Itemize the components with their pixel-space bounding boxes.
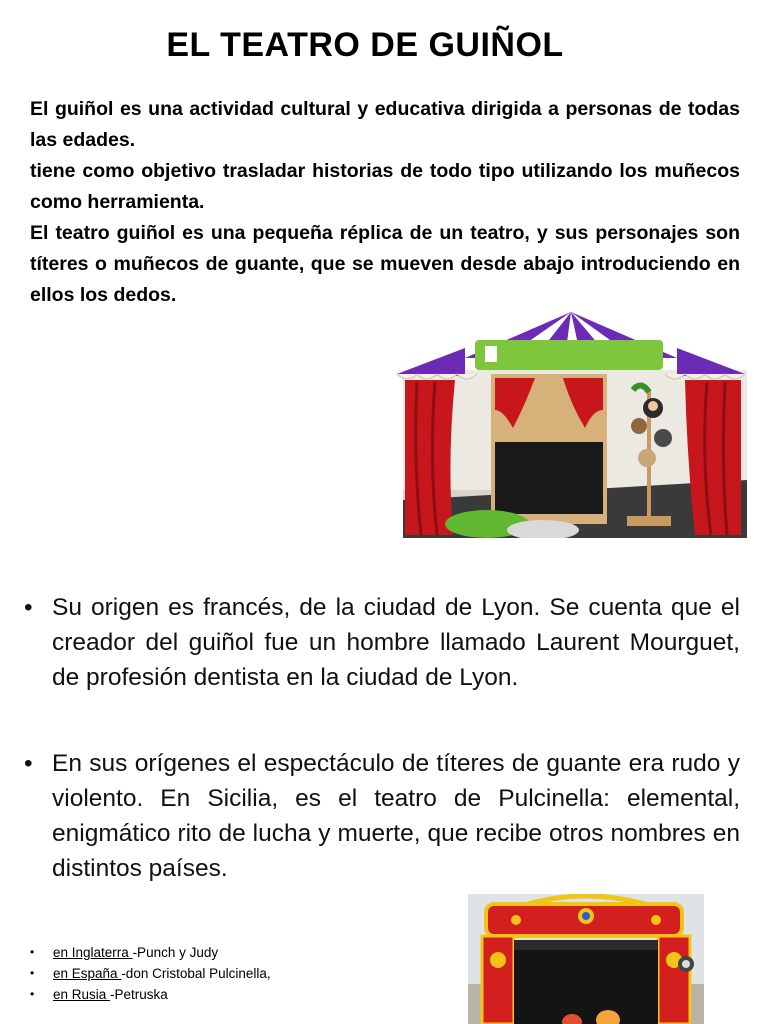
bullet-item: [24, 746, 740, 886]
punch-booth-photo: [468, 894, 704, 1024]
list-item: [30, 963, 450, 984]
intro-paragraph: El guiñol es una actividad cultural y educativa dirigida a personas de todas las edades.: [30, 98, 740, 151]
bullet-item: [24, 590, 740, 695]
country-link[interactable]: en Inglaterra: [53, 945, 133, 960]
bullet-symbol: •: [24, 594, 33, 621]
intro-paragraph: tiene como objetivo trasladar historias de todo tipo utilizando los muñecos como herramienta.: [30, 160, 740, 213]
intro-text: [30, 94, 740, 311]
puppet-name: -Petruska: [110, 987, 168, 1002]
bullet-text: Su origen es francés, de la ciudad de Lyon. Se cuenta que el creador del guiñol fue un hombre llamado Laurent Mourguet, de profesión dentista en la ciudad de Lyon.: [52, 594, 740, 691]
puppet-name: -Punch y Judy: [132, 945, 219, 960]
puppet-theatre-photo: [395, 310, 747, 538]
page-title: EL TEATRO DE GUIÑOL: [166, 26, 564, 64]
puppet-name: -don Cristobal Pulcinella,: [121, 966, 271, 981]
bullet-symbol: •: [30, 966, 35, 980]
main-bullets: [24, 590, 740, 886]
countries-list: [30, 942, 450, 1005]
bullet-symbol: •: [24, 750, 33, 777]
bullet-symbol: •: [30, 987, 35, 1001]
list-item: [30, 942, 450, 963]
intro-paragraph: El teatro guiñol es una pequeña réplica de un teatro, y sus personajes son títeres o muñecos de guante, que se mueven desde abajo introduciendo en ellos los dedos.: [30, 222, 740, 306]
bullet-text: En sus orígenes el espectáculo de títeres de guante era rudo y violento. En Sicilia, es el teatro de Pulcinella: elemental, enigmático rito de lucha y muerte, que recibe otros nombres en distintos países.: [52, 750, 740, 882]
list-item: [30, 984, 450, 1005]
country-link[interactable]: en Rusia: [53, 987, 111, 1002]
bullet-symbol: •: [30, 945, 35, 959]
country-link[interactable]: en España: [53, 966, 122, 981]
